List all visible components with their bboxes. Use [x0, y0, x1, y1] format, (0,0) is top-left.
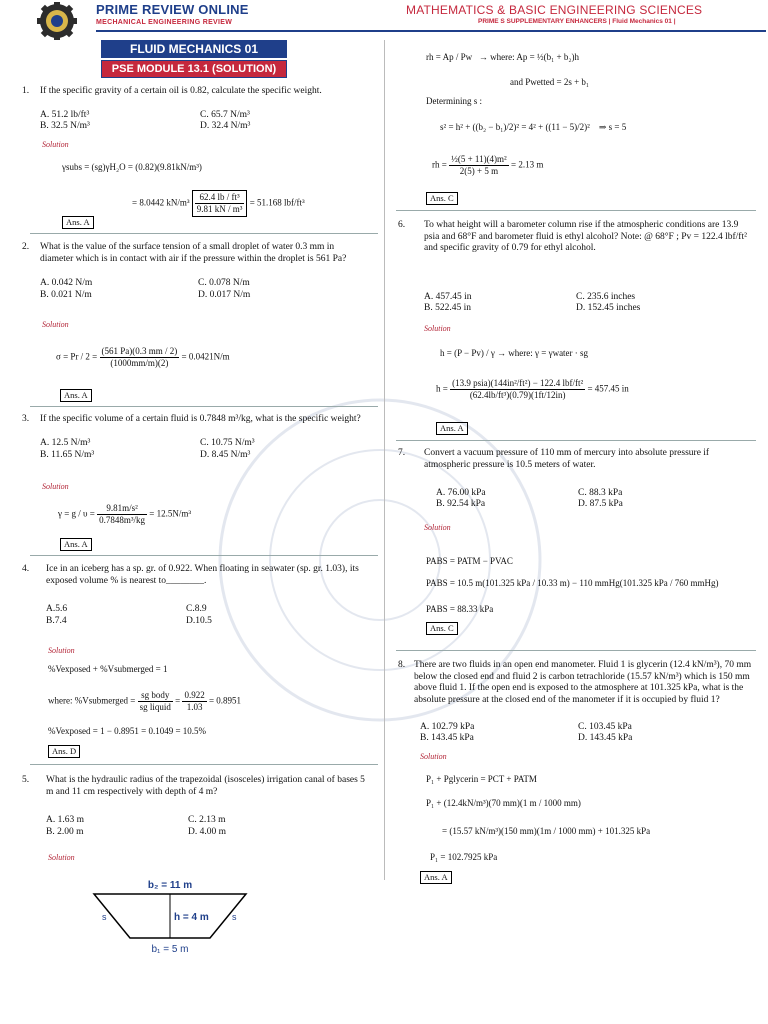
option-a: A. 457.45 in [424, 292, 472, 302]
q8-equation-1: P₁ + Pglycerin = PCT + PATM [426, 774, 537, 784]
header-divider [96, 30, 766, 32]
subject-title: MATHEMATICS & BASIC ENGINEERING SCIENCES [406, 3, 703, 17]
title-module: PSE MODULE 13.1 (SOLUTION) [101, 60, 287, 78]
answer-box: Ans. A [436, 422, 468, 435]
q8-equation-3: = (15.57 kN/m³)(150 mm)(1m / 1000 mm) + 101.325 kPa [442, 826, 651, 836]
question-7-text: Convert a vacuum pressure of 110 mm of mercury into absolute pressure if atmospheric pressure is 10.5 meters of water. [424, 448, 710, 470]
q8-equation-4: P₁ = 102.7925 kPa [430, 852, 498, 862]
option-a: A. 76.00 kPa [436, 488, 486, 498]
height-label: h = 4 m [174, 912, 209, 923]
question-number: 2. [22, 242, 30, 252]
answer-box: Ans. A [60, 389, 92, 402]
option-c: C. 103.45 kPa [578, 722, 632, 732]
option-b: B. 32.5 N/m³ [40, 121, 90, 131]
option-b: B.7.4 [46, 616, 67, 626]
q5-side-equation: s² = h² + ((b₂ − b₁)/2)² = 4² + ((11 − 5)/2)² ⇒ s = 5 [440, 122, 627, 132]
divider [396, 650, 756, 651]
divider [30, 406, 378, 407]
option-d: D. 0.017 N/m [198, 290, 251, 300]
left-side-label: s [102, 912, 107, 922]
divider [396, 210, 756, 211]
question-number: 7. [398, 448, 406, 458]
q7-equation-1: PABS = PATM − PVAC [426, 556, 513, 566]
answer-box: Ans. C [426, 622, 458, 635]
subject-subtitle: PRIME S SUPPLEMENTARY ENHANCERS | Fluid Mechanics 01 | [478, 18, 676, 25]
option-d: D.10.5 [186, 616, 212, 626]
answer-box: Ans. A [60, 538, 92, 551]
q8-equation-2: P₁ + (12.4kN/m³)(70 mm)(1 m / 1000 mm) [426, 798, 581, 808]
option-c: C. 10.75 N/m³ [200, 438, 255, 448]
q4-equation-1: %Vexposed + %Vsubmerged = 1 [48, 664, 168, 674]
q2-equation: σ = Pr / 2 = $\frac{(561 Pa)(0.3 mm / 2)}{(1000mm/m)(2)}$ = 0.0421N/m [56, 346, 230, 368]
right-side-label: s [232, 912, 237, 922]
question-8-text: There are two fluids in an open end manometer. Fluid 1 is glycerin (12.4 kN/m³), 70 mm below the closed end and fluid 2 is carbon tetrachloride (15.57 kN/m³) which is 150 mm above fluid 1. If the open end is exposed to the atmosphere at 101.325 kPa, what is the absolute pressure at the closed end of the manometer if it is occupied by fluid 1? [414, 660, 752, 705]
option-b: B. 0.021 N/m [40, 290, 92, 300]
solution-label: Solution [420, 752, 447, 761]
divider [30, 555, 378, 556]
option-d: D. 32.4 N/m³ [200, 121, 251, 131]
option-a: A.5.6 [46, 604, 68, 614]
q7-equation-2: PABS = 10.5 m(101.325 kPa / 10.33 m) − 110 mmHg(101.325 kPa / 760 mmHg) [426, 578, 719, 588]
brand-subtitle: MECHANICAL ENGINEERING REVIEW [96, 19, 233, 26]
solution-label: Solution [42, 482, 69, 491]
cime-gear-logo-icon [34, 2, 80, 40]
solution-label: Solution [424, 324, 451, 333]
solution-label: Solution [42, 140, 69, 149]
option-b: B. 143.45 kPa [420, 733, 474, 743]
trapezoid-canal-figure [80, 876, 260, 958]
q6-equation-2: h = $\frac{\text{(13.9 psia)(144in²/ft²) − 122.4 lbf/ft²}}{\text{(62.4lb/ft³)(0.79)(1ft/12in)}}$ = 457.45 in [436, 378, 629, 400]
brand-name: PRIME REVIEW ONLINE [96, 2, 249, 17]
answer-box: Ans. A [62, 216, 94, 229]
solution-label: Solution [48, 853, 75, 862]
q6-equation-1: h = (P − Pv) / γ → where: γ = γwater · sg [440, 348, 589, 358]
q1-equation-1: γsubs = (sg)γH₂O = (0.82)(9.81kN/m³) [62, 162, 202, 172]
question-4-text: Ice in an iceberg has a sp. gr. of 0.922. When floating in seawater (sp. gr. 1.03), its exposed volume % is nearest to________. [46, 564, 359, 586]
option-b: B. 522.45 in [424, 303, 471, 313]
title-main: FLUID MECHANICS 01 [101, 40, 287, 58]
q5-result-equation: rh = $\frac{\text{½(5 + 11)(4)m²}}{2(5) + 5 m}$ = 2.13 m [432, 154, 544, 176]
option-a: A. 102.79 kPa [420, 722, 475, 732]
topic-label: Fluid Mechanics 01 [612, 18, 672, 25]
question-5-text: What is the hydraulic radius of the trapezoidal (isosceles) irrigation canal of bases 5 m and 11 cm respectively with depth of 4 m? [46, 775, 365, 797]
question-1-text: If the specific gravity of a certain oil is 0.82, calculate the specific weight. [40, 86, 322, 96]
divider [396, 440, 756, 441]
top-base-label: b₂ = 11 m [147, 880, 193, 891]
divider [30, 233, 378, 234]
question-6-text: To what height will a barometer column rise if the atmospheric conditions are 13.9 psia and 68°F and barometer fluid is ethyl alcohol? Note: @ 68°F ; Pv = 122.4 lbf/ft² and specific gravity of 0.79 for ethyl alcohol. [424, 220, 747, 254]
q4-equation-2: where: %Vsubmerged = $\frac{\text{sg body}}{\text{sg liquid}}$ = $\frac{0.922}{1.03}$ = 0.8951 [48, 690, 242, 712]
option-d: D. 8.45 N/m³ [200, 450, 251, 460]
option-a: A. 1.63 m [46, 815, 84, 825]
question-number: 8. [398, 660, 406, 670]
q5-determining-s: Determining s : [426, 96, 482, 106]
bottom-base-label: b₁ = 5 m [151, 944, 189, 955]
option-d: D. 87.5 kPa [578, 499, 623, 509]
option-d: D. 152.45 inches [576, 303, 641, 313]
option-b: B. 11.65 N/m³ [40, 450, 95, 460]
solution-label: Solution [42, 320, 69, 329]
option-c: C. 2.13 m [188, 815, 226, 825]
answer-box: Ans. A [420, 871, 452, 884]
answer-box: Ans. D [48, 745, 80, 758]
q4-equation-3: %Vexposed = 1 − 0.8951 = 0.1049 = 10.5% [48, 726, 207, 736]
q1-equation-2: = 8.0442 kN/m³ $\frac{\text{62.4 lb / ft³}}{\text{9.81 kN / m³}}$ = 51.168 lbf/ft³ [132, 190, 305, 217]
option-c: C. 65.7 N/m³ [200, 110, 250, 120]
solution-label: Solution [424, 523, 451, 532]
option-c: C. 235.6 inches [576, 292, 636, 302]
option-d: D. 143.45 kPa [578, 733, 633, 743]
option-a: A. 0.042 N/m [40, 278, 93, 288]
option-c: C. 88.3 kPa [578, 488, 623, 498]
question-number: 4. [22, 564, 30, 574]
solution-label: Solution [48, 646, 75, 655]
option-c: C.8.9 [186, 604, 207, 614]
question-2-text: What is the value of the surface tension of a small droplet of water 0.3 mm in diameter which is in contact with air if the pressure within the droplet is 561 Pa? [40, 242, 347, 264]
q5-wetted-perimeter: and Pwetted = 2s + b₁ [510, 77, 590, 87]
option-d: D. 4.00 m [188, 827, 226, 837]
option-c: C. 0.078 N/m [198, 278, 250, 288]
question-number: 6. [398, 220, 406, 230]
divider [30, 764, 378, 765]
q5-hydraulic-radius-formula: rh = Ap / Pw → where: Ap = ½(b₁ + b₂)h [426, 52, 580, 62]
q3-equation: γ = g / υ = $\frac{\text{9.81m/s²}}{\text{0.7848m³/kg}}$ = 12.5N/m³ [58, 503, 192, 525]
option-a: A. 51.2 lb/ft³ [40, 110, 90, 120]
column-divider [384, 40, 385, 880]
title-block [101, 40, 287, 76]
question-number: 1. [22, 86, 30, 96]
option-a: A. 12.5 N/m³ [40, 438, 91, 448]
option-b: B. 2.00 m [46, 827, 84, 837]
question-number: 5. [22, 775, 30, 785]
answer-box: Ans. C [426, 192, 458, 205]
option-b: B. 92.54 kPa [436, 499, 486, 509]
q7-equation-3: PABS = 88.33 kPa [426, 604, 494, 614]
question-3-text: If the specific volume of a certain fluid is 0.7848 m³/kg, what is the specific weight? [40, 414, 361, 424]
question-number: 3. [22, 414, 30, 424]
